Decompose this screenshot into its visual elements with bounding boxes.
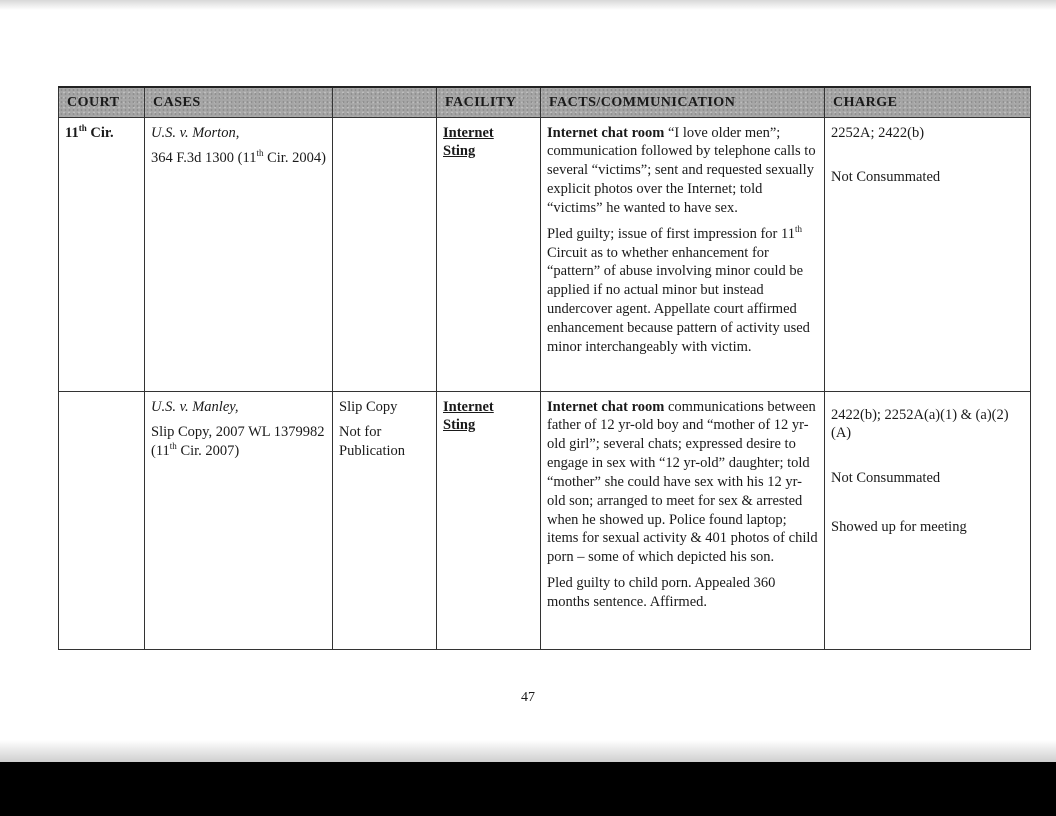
scan-shadow — [0, 740, 1056, 762]
charge-statute: 2252A; 2422(b) — [831, 124, 925, 141]
case-citation: 364 F.3d 1300 (11th Cir. 2004) — [151, 148, 326, 167]
charge-cell — [825, 117, 1031, 391]
case-citation: Slip Copy, 2007 WL 1379982 (11th Cir. 2007) — [151, 424, 325, 460]
page-top-edge — [0, 0, 1056, 10]
charge-status: Not Consummated — [831, 470, 941, 487]
court-cell — [59, 391, 145, 649]
publication-cell — [333, 391, 437, 649]
page-number: 47 — [521, 690, 535, 705]
facts-cell — [541, 117, 825, 391]
court-label: 11th Cir. — [65, 122, 114, 141]
header-blank — [333, 87, 437, 117]
charge-note: Showed up for meeting — [831, 519, 967, 536]
table-row — [59, 117, 1031, 391]
publication-cell — [333, 117, 437, 391]
header-charge: CHARGE — [825, 87, 1031, 117]
court-cell — [59, 117, 145, 391]
facts-cell — [541, 391, 825, 649]
case-cell — [145, 117, 333, 391]
facility-cell — [437, 117, 541, 391]
facts-paragraph: Pled guilty to child porn. Appealed 360 months sentence. Affirmed. — [547, 575, 776, 610]
case-cell — [145, 391, 333, 649]
header-cases: CASES — [145, 87, 333, 117]
case-name: U.S. v. Manley, — [151, 398, 239, 415]
facts-paragraph: Internet chat room “I love older men”; communication followed by telephone calls to several “victims”; sent and requested sexually explicit photos over the Internet; told “victims” he wanted to have sex. — [547, 124, 816, 216]
header-facts: FACTS/COMMUNICATION — [541, 87, 825, 117]
case-name: U.S. v. Morton, — [151, 124, 240, 141]
charge-cell — [825, 391, 1031, 649]
facility-cell — [437, 391, 541, 649]
charge-statute: 2422(b); 2252A(a)(1) & (a)(2)(A) — [831, 406, 1009, 442]
scan-border — [0, 762, 1056, 816]
facility-label: Internet Sting — [443, 398, 494, 434]
header-facility: FACILITY — [437, 87, 541, 117]
facts-paragraph: Internet chat room communications between father of 12 yr-old boy and “mother of 12 yr-old girl”; several chats; expressed desire to engage in sex with “12 yr-old” daughter; told “mother” she could have sex with his 12 yr-old son; arranged to meet for sex & arrested when he showed up. Police found laptop; items for sexual activity & 401 photos of child porn – some of which depicted his son. — [547, 398, 818, 566]
publication-note: Not for Publication — [339, 424, 406, 460]
facility-label: Internet Sting — [443, 124, 494, 160]
table-row — [59, 391, 1031, 649]
charge-status: Not Consummated — [831, 169, 941, 186]
facts-paragraph: Pled guilty; issue of first impression for 11th Circuit as to whether enhancement for “pattern” of abuse involving minor could be applied if no actual minor but instead undercover agent. Appellate court affirmed enhancement because pattern of activity used minor interchangeably with victim. — [547, 223, 810, 355]
table-header-row — [59, 87, 1031, 117]
header-court: COURT — [59, 87, 145, 117]
publication-status: Slip Copy — [339, 398, 398, 415]
case-table — [58, 86, 1031, 650]
